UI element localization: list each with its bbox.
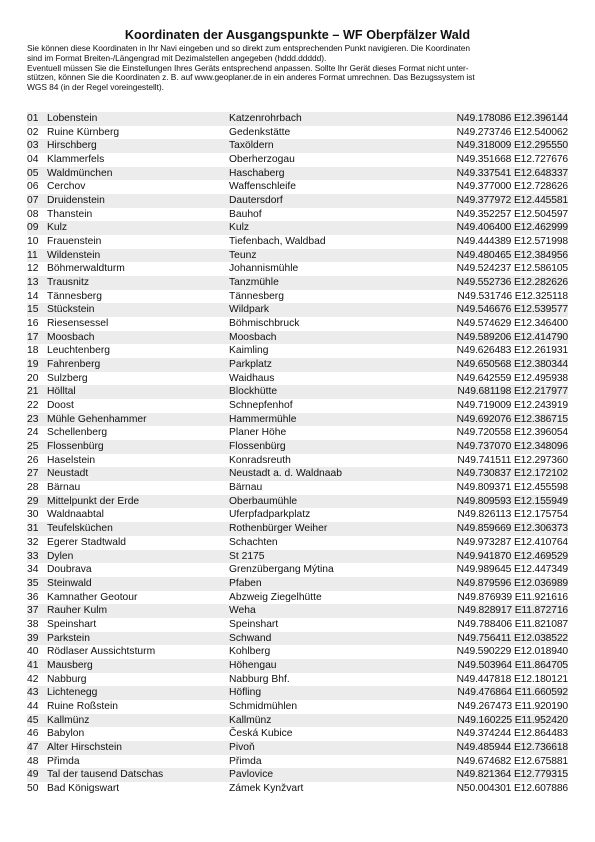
list-item xyxy=(27,385,568,399)
entry-number: 42 xyxy=(27,673,39,685)
entry-start-point: Pavlovice xyxy=(229,769,274,781)
list-item xyxy=(27,782,568,796)
list-item xyxy=(27,591,568,605)
entry-number: 10 xyxy=(27,236,39,248)
entry-coordinates: N49.476864 E11.660592 xyxy=(457,687,568,699)
entry-number: 28 xyxy=(27,482,39,494)
list-item xyxy=(27,440,568,454)
entry-start-point: Waffenschleife xyxy=(229,181,296,193)
entry-coordinates: N49.377000 E12.728626 xyxy=(456,181,568,193)
entry-number: 37 xyxy=(27,605,39,617)
entry-start-point: Schwand xyxy=(229,632,272,644)
entry-number: 45 xyxy=(27,714,39,726)
entry-start-point: Johannismühle xyxy=(229,263,299,275)
entry-coordinates: N49.531746 E12.325118 xyxy=(457,290,568,302)
entry-name: Stückstein xyxy=(47,304,95,316)
entry-start-point: Speinshart xyxy=(229,618,279,630)
entry-coordinates: N49.267473 E11.920190 xyxy=(457,700,568,712)
entry-start-point: Konradsreuth xyxy=(229,454,291,466)
entry-coordinates: N49.719009 E12.243919 xyxy=(456,400,568,412)
entry-number: 49 xyxy=(27,769,39,781)
entry-name: Haselstein xyxy=(47,454,96,466)
entry-name: Riesensessel xyxy=(47,318,109,330)
entry-start-point: Kulz xyxy=(229,222,250,234)
list-item xyxy=(27,372,568,386)
entry-name: Lobenstein xyxy=(47,113,98,124)
entry-start-point: Grenzübergang Mýtina xyxy=(229,564,334,576)
entry-coordinates: N49.681198 E12.217977 xyxy=(457,386,568,398)
entry-start-point: Rothenbürger Weiher xyxy=(229,523,328,535)
entry-number: 21 xyxy=(27,386,39,398)
list-item xyxy=(27,645,568,659)
entry-number: 35 xyxy=(27,577,39,589)
entry-coordinates: N49.552736 E12.282626 xyxy=(456,277,568,289)
list-item xyxy=(27,221,568,235)
entry-coordinates: N49.692076 E12.386715 xyxy=(456,413,568,425)
entry-name: Parkstein xyxy=(47,632,90,644)
intro-line: stützen, können Sie die Koordinaten z. B. auf www.geoplaner.de in ein anderes Format umrechnen. Das Bezugssystem ist xyxy=(27,73,475,83)
list-item xyxy=(27,331,568,345)
entry-number: 46 xyxy=(27,728,39,740)
entry-number: 13 xyxy=(27,277,39,289)
entry-coordinates: N49.859669 E12.306373 xyxy=(456,523,568,535)
entry-name: Trausnitz xyxy=(47,277,89,289)
list-item xyxy=(27,194,568,208)
entry-name: Mausberg xyxy=(47,659,93,671)
entry-coordinates: N49.973287 E12.410764 xyxy=(456,536,568,548)
entry-number: 40 xyxy=(27,646,39,658)
entry-coordinates: N49.377972 E12.445581 xyxy=(456,195,568,207)
entry-number: 41 xyxy=(27,659,39,671)
entry-name: Dylen xyxy=(47,550,74,562)
entry-name: Speinshart xyxy=(47,618,97,630)
entry-number: 09 xyxy=(27,222,39,234)
list-item xyxy=(27,577,568,591)
entry-name: Wildenstein xyxy=(47,249,101,261)
list-item xyxy=(27,495,568,509)
list-item xyxy=(27,604,568,618)
entry-number: 14 xyxy=(27,290,39,302)
entry-name: Sulzberg xyxy=(47,372,88,384)
entry-start-point: Höhengau xyxy=(229,659,277,671)
entry-start-point: Uferpfadparkplatz xyxy=(229,509,311,521)
entry-number: 32 xyxy=(27,536,39,548)
entry-name: Babylon xyxy=(47,728,85,740)
entry-start-point: Gedenkstätte xyxy=(229,126,291,138)
entry-start-point: Schmidmühlen xyxy=(229,700,298,712)
entry-start-point: Moosbach xyxy=(229,331,277,343)
entry-number: 25 xyxy=(27,441,39,453)
entry-coordinates: N49.589206 E12.414790 xyxy=(456,331,568,343)
entry-number: 47 xyxy=(27,741,39,753)
entry-name: Kulz xyxy=(47,222,68,234)
list-item xyxy=(27,413,568,427)
entry-number: 39 xyxy=(27,632,39,644)
entry-start-point: Parkplatz xyxy=(229,359,272,371)
entry-coordinates: N49.741511 E12.297360 xyxy=(457,454,568,466)
entry-name: Mittelpunkt der Erde xyxy=(47,495,140,507)
list-item xyxy=(27,741,568,755)
entry-coordinates: N49.737070 E12.348096 xyxy=(456,441,568,453)
entry-name: Frauenstein xyxy=(47,236,102,248)
entry-coordinates: N49.809371 E12.455598 xyxy=(456,482,568,494)
entry-start-point: Planer Höhe xyxy=(229,427,287,439)
list-item xyxy=(27,673,568,687)
entry-coordinates: N49.546676 E12.539577 xyxy=(456,304,568,316)
entry-start-point: Zámek Kynžvart xyxy=(229,782,304,794)
entry-number: 11 xyxy=(27,249,38,261)
entry-number: 23 xyxy=(27,413,39,425)
intro-line: Sie können diese Koordinaten in Ihr Navi eingeben und so direkt zum entsprechenden Punkt navigieren. Die Koordinaten xyxy=(27,44,471,53)
entry-number: 16 xyxy=(27,318,39,330)
entry-name: Přimda xyxy=(47,755,80,767)
entry-start-point: Schachten xyxy=(229,536,278,548)
entry-coordinates: N49.879596 E12.036989 xyxy=(456,577,568,589)
entry-name: Neustadt xyxy=(47,468,89,480)
entry-start-point: Blockhütte xyxy=(229,386,278,398)
entry-name: Alter Hirschstein xyxy=(47,741,122,753)
entry-name: Egerer Stadtwald xyxy=(47,536,126,548)
page-title: Koordinaten der Ausgangspunkte – WF Oberpfälzer Wald xyxy=(124,28,471,42)
entry-start-point: Bauhof xyxy=(229,208,262,220)
entry-coordinates: N49.160225 E11.952420 xyxy=(457,714,568,726)
entry-name: Böhmerwaldturm xyxy=(47,263,125,275)
entry-coordinates: N49.674682 E12.675881 xyxy=(456,755,568,767)
entry-coordinates: N49.756411 E12.038522 xyxy=(457,632,568,644)
entry-start-point: Česká Kubice xyxy=(229,728,293,740)
entry-name: Rödlaser Aussichtsturm xyxy=(47,646,156,658)
entry-name: Klammerfels xyxy=(47,154,105,166)
entry-name: Steinwald xyxy=(47,577,92,589)
list-item xyxy=(27,358,568,372)
entry-start-point: Pivoň xyxy=(229,741,255,753)
list-item xyxy=(27,550,568,564)
entry-name: Moosbach xyxy=(47,331,95,343)
entry-number: 03 xyxy=(27,140,39,152)
entry-name: Tännesberg xyxy=(47,290,102,302)
entry-number: 44 xyxy=(27,700,39,712)
entry-number: 38 xyxy=(27,618,39,630)
entry-start-point: Kohlberg xyxy=(229,646,271,658)
entry-start-point: Wildpark xyxy=(229,304,270,316)
entry-name: Hölltal xyxy=(47,386,76,398)
entry-start-point: Neustadt a. d. Waldnaab xyxy=(229,468,342,480)
list-item xyxy=(27,686,568,700)
entry-start-point: Nabburg Bhf. xyxy=(229,673,290,685)
entry-number: 36 xyxy=(27,591,39,603)
entry-start-point: Kaimling xyxy=(229,345,269,357)
entry-coordinates: N49.650568 E12.380344 xyxy=(456,359,568,371)
entry-start-point: St 2175 xyxy=(229,550,265,562)
entry-number: 48 xyxy=(27,755,39,767)
entry-start-point: Flossenbürg xyxy=(229,441,286,453)
list-item xyxy=(27,481,568,495)
entry-coordinates: N49.444389 E12.571998 xyxy=(456,236,568,248)
list-item xyxy=(27,139,568,153)
list-item xyxy=(27,426,568,440)
list-item xyxy=(27,755,568,769)
entry-number: 26 xyxy=(27,454,39,466)
entry-coordinates: N49.178086 E12.396144 xyxy=(456,113,568,124)
list-item xyxy=(27,727,568,741)
entry-coordinates: N49.524237 E12.586105 xyxy=(456,263,568,275)
entry-number: 33 xyxy=(27,550,39,562)
entry-name: Bärnau xyxy=(47,482,81,494)
entry-start-point: Waidhaus xyxy=(229,372,275,384)
entry-coordinates: N49.590229 E12.018940 xyxy=(456,646,568,658)
list-item xyxy=(27,536,568,550)
entry-start-point: Abzweig Ziegelhütte xyxy=(229,591,322,603)
entry-coordinates: N50.004301 E12.607886 xyxy=(456,782,568,794)
list-item xyxy=(27,290,568,304)
entry-start-point: Teunz xyxy=(229,249,257,261)
entry-name: Lichtenegg xyxy=(47,687,98,699)
entry-start-point: Pfaben xyxy=(229,577,262,589)
list-item xyxy=(27,153,568,167)
entry-name: Fahrenberg xyxy=(47,359,101,371)
entry-number: 04 xyxy=(27,154,39,166)
entry-name: Doubrava xyxy=(47,564,92,576)
entry-coordinates: N49.642559 E12.495938 xyxy=(456,372,568,384)
list-item xyxy=(27,618,568,632)
list-item xyxy=(27,454,568,468)
entry-name: Ruine Kürnberg xyxy=(47,126,120,138)
list-item xyxy=(27,659,568,673)
entry-name: Druidenstein xyxy=(47,195,105,207)
entry-coordinates: N49.503964 E11.864705 xyxy=(457,659,568,671)
entry-number: 50 xyxy=(27,782,39,794)
intro-line: WGS 84 (in der Regel voreingestellt). xyxy=(27,83,164,93)
entry-coordinates: N49.447818 E12.180121 xyxy=(456,673,568,685)
entry-name: Kamnather Geotour xyxy=(47,591,138,603)
entry-coordinates: N49.406400 E12.462999 xyxy=(456,222,568,234)
entry-name: Rauher Kulm xyxy=(47,605,108,617)
entry-start-point: Taxöldern xyxy=(229,140,274,152)
list-item xyxy=(27,276,568,290)
entry-coordinates: N49.788406 E11.821087 xyxy=(457,618,568,630)
list-item xyxy=(27,768,568,782)
entry-number: 31 xyxy=(27,523,39,535)
entry-name: Leuchtenberg xyxy=(47,345,110,357)
entry-name: Kallmünz xyxy=(47,714,90,726)
list-item xyxy=(27,508,568,522)
intro-line: sind im Format Breiten-/Längengrad mit Dezimalstellen angegeben (hddd.ddddd). xyxy=(27,53,327,63)
entry-name: Bad Königswart xyxy=(47,782,120,794)
list-item xyxy=(27,303,568,317)
entry-coordinates: N49.337541 E12.648337 xyxy=(456,167,568,179)
entry-number: 34 xyxy=(27,564,39,576)
entry-start-point: Katzenrohrbach xyxy=(229,113,302,124)
entry-start-point: Tännesberg xyxy=(229,290,284,302)
entry-name: Mühle Gehenhammer xyxy=(47,413,147,425)
entry-start-point: Oberherzogau xyxy=(229,154,295,166)
entry-number: 02 xyxy=(27,126,39,138)
entry-coordinates: N49.941870 E12.469529 xyxy=(456,550,568,562)
list-item xyxy=(27,112,568,126)
list-item xyxy=(27,235,568,249)
entry-start-point: Böhmischbruck xyxy=(229,318,300,330)
entry-name: Teufelsküchen xyxy=(47,523,113,535)
list-item xyxy=(27,167,568,181)
entry-number: 01 xyxy=(27,113,39,124)
entry-number: 12 xyxy=(27,263,39,275)
entry-number: 07 xyxy=(27,195,39,207)
entry-name: Tal der tausend Datschas xyxy=(47,769,164,781)
entry-start-point: Höfling xyxy=(229,687,262,699)
entry-name: Ruine Roßstein xyxy=(47,700,118,712)
entry-number: 08 xyxy=(27,208,39,220)
list-item xyxy=(27,399,568,413)
entry-number: 05 xyxy=(27,167,39,179)
entry-name: Schellenberg xyxy=(47,427,108,439)
entry-start-point: Přimda xyxy=(229,755,262,767)
entry-start-point: Oberbaumühle xyxy=(229,495,298,507)
entry-name: Waldnaabtal xyxy=(47,509,104,521)
entry-coordinates: N49.989645 E12.447349 xyxy=(456,564,568,576)
list-item xyxy=(27,563,568,577)
entry-start-point: Kallmünz xyxy=(229,714,272,726)
list-item xyxy=(27,522,568,536)
list-item xyxy=(27,249,568,263)
entry-start-point: Dautersdorf xyxy=(229,195,283,207)
entry-number: 24 xyxy=(27,427,39,439)
entry-coordinates: N49.352257 E12.504597 xyxy=(456,208,568,220)
entry-number: 43 xyxy=(27,687,39,699)
entry-name: Nabburg xyxy=(47,673,87,685)
entry-start-point: Bärnau xyxy=(229,482,263,494)
coordinate-list xyxy=(27,112,568,796)
entry-number: 29 xyxy=(27,495,39,507)
entry-number: 27 xyxy=(27,468,39,480)
entry-coordinates: N49.821364 E12.779315 xyxy=(456,769,568,781)
entry-start-point: Tiefenbach, Waldbad xyxy=(229,236,326,248)
entry-coordinates: N49.485944 E12.736618 xyxy=(456,741,568,753)
entry-number: 17 xyxy=(27,331,39,343)
entry-coordinates: N49.273746 E12.540062 xyxy=(456,126,568,138)
entry-coordinates: N49.809593 E12.155949 xyxy=(456,495,568,507)
entry-coordinates: N49.318009 E12.295550 xyxy=(456,140,568,152)
entry-coordinates: N49.626483 E12.261931 xyxy=(456,345,568,357)
list-item xyxy=(27,632,568,646)
entry-start-point: Tanzmühle xyxy=(229,277,279,289)
list-item xyxy=(27,262,568,276)
list-item xyxy=(27,344,568,358)
entry-coordinates: N49.828917 E11.872716 xyxy=(457,605,568,617)
entry-name: Flossenbürg xyxy=(47,441,104,453)
entry-number: 30 xyxy=(27,509,39,521)
entry-coordinates: N49.876939 E11.921616 xyxy=(457,591,568,603)
entry-coordinates: N49.574629 E12.346400 xyxy=(456,318,568,330)
entry-name: Waldmünchen xyxy=(47,167,113,179)
list-item xyxy=(27,700,568,714)
entry-start-point: Schnepfenhof xyxy=(229,400,293,412)
entry-start-point: Weha xyxy=(229,605,256,617)
intro-paragraph xyxy=(27,44,572,93)
entry-number: 06 xyxy=(27,181,39,193)
entry-start-point: Haschaberg xyxy=(229,167,285,179)
list-item xyxy=(27,714,568,728)
list-item xyxy=(27,180,568,194)
entry-number: 22 xyxy=(27,400,39,412)
list-item xyxy=(27,317,568,331)
entry-coordinates: N49.720558 E12.396054 xyxy=(456,427,568,439)
entry-number: 19 xyxy=(27,359,39,371)
list-item xyxy=(27,208,568,222)
list-item xyxy=(27,467,568,481)
entry-number: 20 xyxy=(27,372,39,384)
list-item xyxy=(27,126,568,140)
entry-coordinates: N49.480465 E12.384956 xyxy=(456,249,568,261)
entry-name: Cerchov xyxy=(47,181,86,193)
entry-coordinates: N49.374244 E12.864483 xyxy=(456,728,568,740)
entry-coordinates: N49.351668 E12.727676 xyxy=(456,154,568,166)
entry-name: Thanstein xyxy=(47,208,93,220)
entry-start-point: Hammermühle xyxy=(229,413,297,425)
entry-coordinates: N49.730837 E12.172102 xyxy=(456,468,568,480)
entry-name: Doost xyxy=(47,400,74,412)
entry-number: 15 xyxy=(27,304,39,316)
entry-name: Hirschberg xyxy=(47,140,97,152)
entry-number: 18 xyxy=(27,345,39,357)
intro-line: Eventuell müssen Sie die Einstellungen Ihres Geräts entsprechend anpassen. Sollte Ihr Gerät dieses Format nicht unter- xyxy=(27,63,469,73)
entry-coordinates: N49.826113 E12.175754 xyxy=(457,509,568,521)
